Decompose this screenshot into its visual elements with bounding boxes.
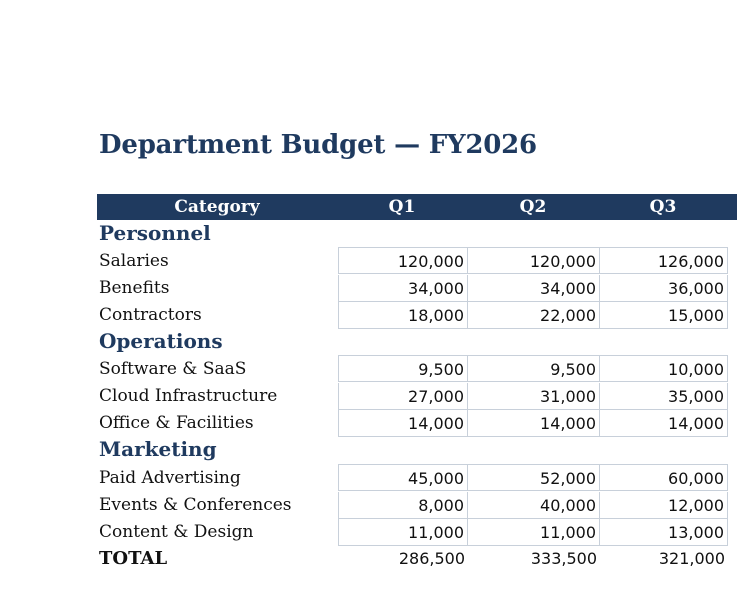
row-label[interactable]: Software & SaaS (99, 359, 247, 379)
row-label[interactable]: Salaries (99, 251, 169, 271)
row-label[interactable]: Benefits (99, 278, 170, 298)
cell-q1[interactable]: 9,500 (338, 355, 468, 382)
row-label[interactable]: Events & Conferences (99, 495, 292, 515)
cell-q2[interactable]: 34,000 (468, 275, 600, 302)
section-header-personnel: Personnel (99, 221, 211, 245)
total-q2[interactable]: 333,500 (530, 549, 597, 568)
total-q1[interactable]: 286,500 (398, 549, 465, 568)
cell-q3[interactable]: 36,000 (600, 275, 728, 302)
cell-q1[interactable]: 18,000 (338, 302, 468, 329)
cell-q3[interactable]: 10,000 (600, 355, 728, 382)
cell-q1[interactable]: 14,000 (338, 410, 468, 437)
column-header-q3[interactable]: Q3 (649, 197, 677, 217)
cell-q3[interactable]: 35,000 (600, 383, 728, 410)
column-header-category[interactable]: Category (174, 197, 260, 217)
column-header-q2[interactable]: Q2 (519, 197, 547, 217)
cell-q3[interactable]: 126,000 (600, 247, 728, 274)
section-header-marketing: Marketing (99, 437, 217, 461)
cell-q2[interactable]: 14,000 (468, 410, 600, 437)
cell-q3[interactable]: 12,000 (600, 492, 728, 519)
cell-q1[interactable]: 8,000 (338, 492, 468, 519)
cell-q2[interactable]: 11,000 (468, 519, 600, 546)
row-label[interactable]: Paid Advertising (99, 468, 241, 488)
column-header-q1[interactable]: Q1 (388, 197, 416, 217)
cell-q2[interactable]: 40,000 (468, 492, 600, 519)
cell-q2[interactable]: 52,000 (468, 464, 600, 491)
row-label[interactable]: Office & Facilities (99, 413, 254, 433)
row-label[interactable]: Contractors (99, 305, 202, 325)
cell-q2[interactable]: 22,000 (468, 302, 600, 329)
cell-q2[interactable]: 31,000 (468, 383, 600, 410)
cell-q1[interactable]: 120,000 (338, 247, 468, 274)
row-label[interactable]: Content & Design (99, 522, 254, 542)
sheet-title: Department Budget — FY2026 (99, 130, 537, 160)
cell-q2[interactable]: 9,500 (468, 355, 600, 382)
total-label[interactable]: TOTAL (99, 548, 168, 569)
cell-q2[interactable]: 120,000 (468, 247, 600, 274)
cell-q1[interactable]: 11,000 (338, 519, 468, 546)
table-header (97, 194, 737, 220)
section-header-operations: Operations (99, 329, 223, 353)
cell-q1[interactable]: 34,000 (338, 275, 468, 302)
total-q3[interactable]: 321,000 (658, 549, 725, 568)
cell-q3[interactable]: 15,000 (600, 302, 728, 329)
cell-q3[interactable]: 14,000 (600, 410, 728, 437)
cell-q3[interactable]: 60,000 (600, 464, 728, 491)
row-label[interactable]: Cloud Infrastructure (99, 386, 278, 406)
cell-q1[interactable]: 27,000 (338, 383, 468, 410)
cell-q3[interactable]: 13,000 (600, 519, 728, 546)
cell-q1[interactable]: 45,000 (338, 464, 468, 491)
